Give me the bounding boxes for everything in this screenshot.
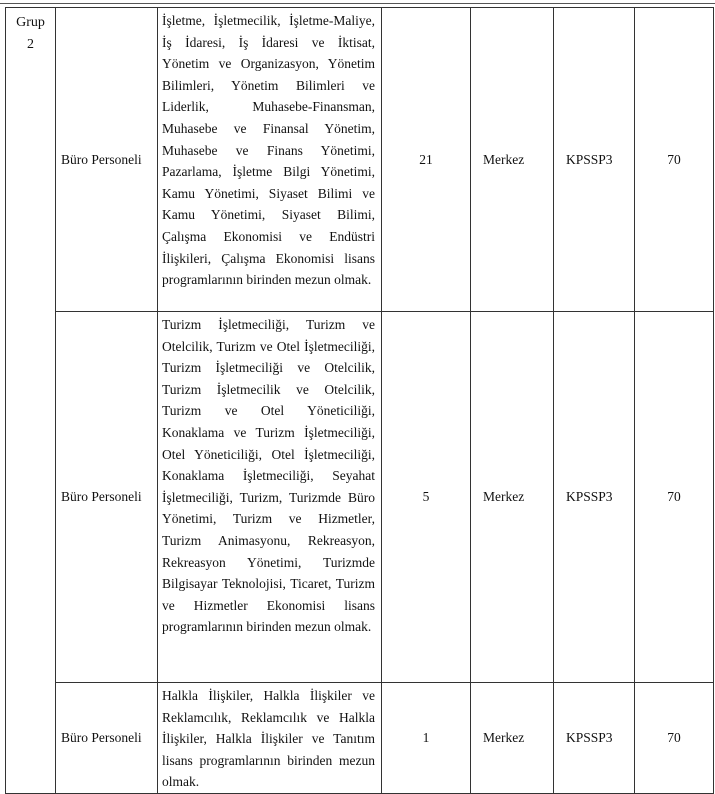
score-type-cell: KPSSP3 bbox=[554, 8, 635, 312]
table-row bbox=[6, 683, 714, 794]
group-label: Grup bbox=[16, 15, 45, 30]
title-cell: Büro Personeli bbox=[56, 8, 158, 312]
title-cell: Büro Personeli bbox=[56, 312, 158, 683]
table-row bbox=[6, 312, 714, 683]
group-cell bbox=[6, 8, 56, 794]
location-cell: Merkez bbox=[471, 683, 554, 794]
min-score-cell: 70 bbox=[635, 8, 714, 312]
score-type-cell: KPSSP3 bbox=[554, 683, 635, 794]
table-row bbox=[6, 8, 714, 312]
requirement-cell: Halkla İlişkiler, Halkla İlişkiler ve Reklamcılık, Reklamcılık ve Halkla İlişkiler, Halkla İlişkiler ve Tanıtım lisans programlarının birinden mezun olmak. bbox=[158, 683, 382, 794]
min-score-cell: 70 bbox=[635, 312, 714, 683]
title-cell: Büro Personeli bbox=[56, 683, 158, 794]
page-top-rule bbox=[0, 3, 715, 4]
score-type-cell: KPSSP3 bbox=[554, 312, 635, 683]
location-cell: Merkez bbox=[471, 312, 554, 683]
requirement-cell: İşletme, İşletmecilik, İşletme-Maliye, İş İdaresi, İş İdaresi ve İktisat, Yönetim ve Organizasyon, Yönetim Bilimleri, Yönetim Bilimleri ve Liderlik, Muhasebe-Finansman, Muhasebe ve Finansal Yönetim, Muhasebe ve Finans Yönetimi, Pazarlama, İşletme Bilgi Yönetimi, Kamu Yönetimi, Siyaset Bilimi ve Kamu Yönetimi, Siyaset Bilimi, Çalışma Ekonomisi ve Endüstri İlişkileri, Çalışma Ekonomisi lisans programlarının birinden mezun olmak. bbox=[158, 8, 382, 312]
count-cell: 5 bbox=[382, 312, 471, 683]
group-number: 2 bbox=[27, 37, 34, 52]
requirement-cell: Turizm İşletmeciliği, Turizm ve Otelcilik, Turizm ve Otel İşletmeciliği, Turizm İşletmeciliği ve Otelcilik, Turizm İşletmecilik ve Otelcilik, Turizm ve Otel Yöneticiliği, Konaklama ve Turizm İşletmeciliği, Otel Yöneticiliği, Otel İşletmeciliği, Konaklama İşletmeciliği, Seyahat İşletmeciliği, Turizm, Turizmde Büro Yönetimi, Turizm ve Hizmetler, Turizm Animasyonu, Rekreasyon, Rekreasyon Yönetimi, Turizmde Bilgisayar Teknolojisi, Ticaret, Turizm ve Hizmetler Ekonomisi lisans programlarının birinden mezun olmak. bbox=[158, 312, 382, 683]
count-cell: 21 bbox=[382, 8, 471, 312]
staff-position-table bbox=[5, 7, 714, 794]
min-score-cell: 70 bbox=[635, 683, 714, 794]
location-cell: Merkez bbox=[471, 8, 554, 312]
count-cell: 1 bbox=[382, 683, 471, 794]
